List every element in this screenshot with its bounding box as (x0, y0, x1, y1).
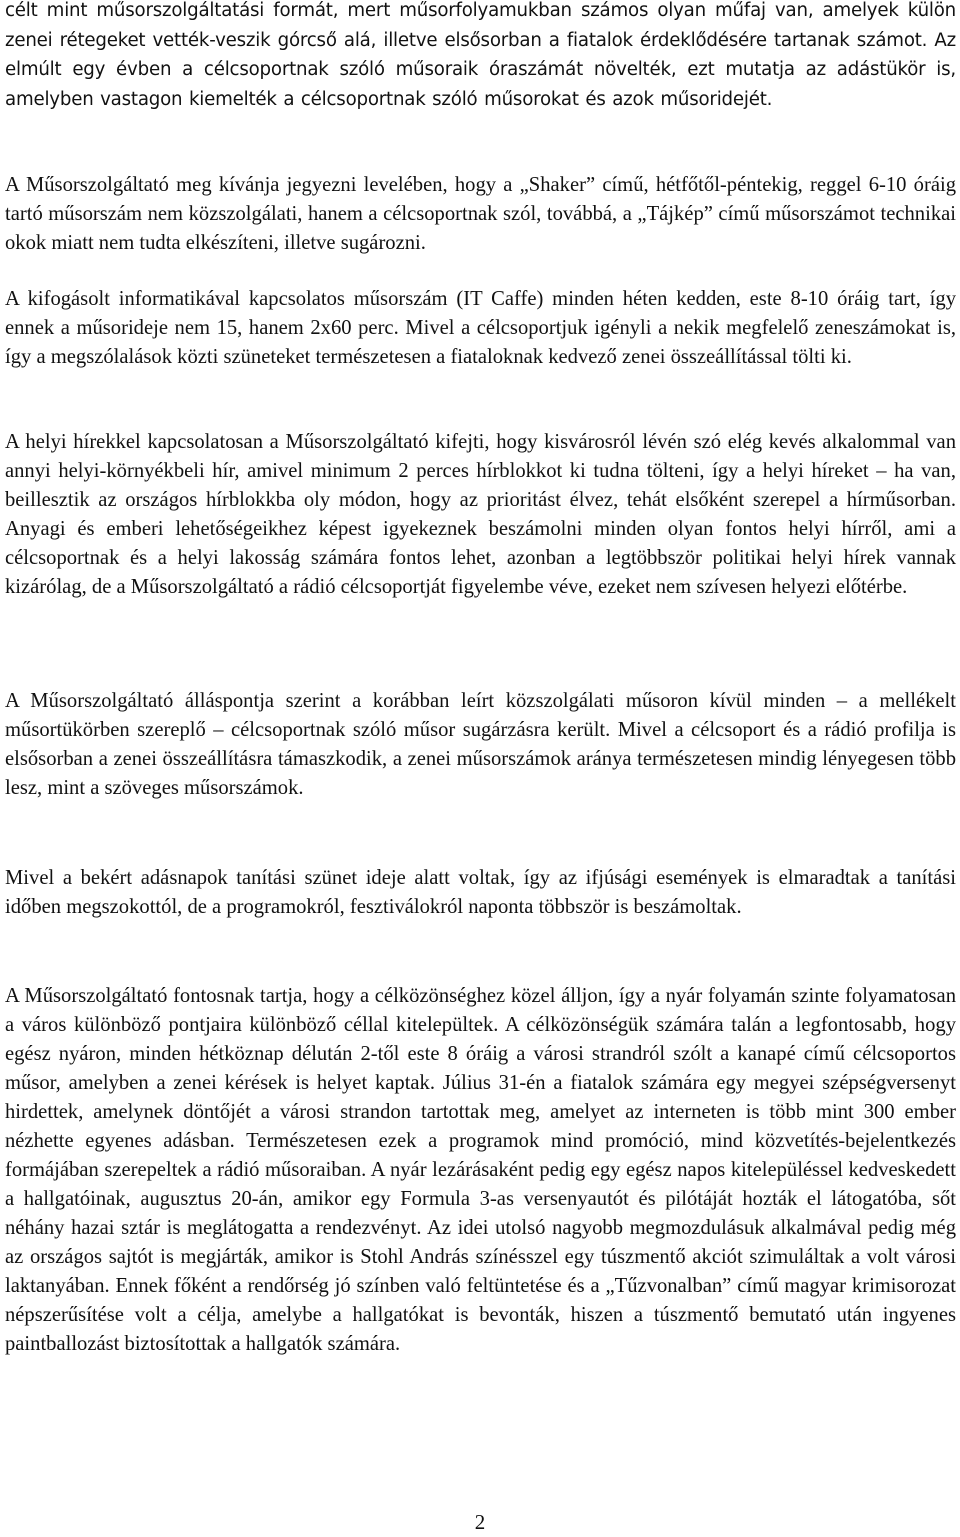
paragraph-4: A helyi hírekkel kapcsolatosan a Műsorszolgáltató kifejti, hogy kisvárosról lévén szó elég kevés alkalommal van annyi helyi-környékbeli hír, amivel minimum 2 perces hírblokkot ki tudna tölteni, így a helyi híreket – ha van, beillesztik az országos hírblokkba oly módon, hogy az prioritást élvez, tehát elsőként szerepel a hírműsorban. Anyagi és emberi lehetőségeikhez képest igyekeznek beszámolni minden olyan fontos helyi hírről, ami a célcsoportnak és a helyi lakosság számára fontos lehet, azonban a legtöbbször politikai helyi hírek vannak kizárólag, de a Műsorszolgáltató a rádió célcsoportját figyelembe véve, ezeket nem szívesen helyezi előtérbe. (5, 431, 956, 598)
page-number: 2 (474, 1510, 486, 1534)
paragraph-3: A kifogásolt informatikával kapcsolatos műsorszám (IT Caffe) minden héten kedden, este 8-10 óráig tart, így ennek a műsorideje nem 15, hanem 2x60 perc. Mivel a célcsoportjuk igényli a nekik megfelelő zeneszámokat is, így a megszólalások közti szüneteket természetesen a fiataloknak kedvező zenei összeállítással tölti ki. (5, 288, 956, 368)
paragraph-5: A Műsorszolgáltató álláspontja szerint a korábban leírt közszolgálati műsoron kívül minden – a mellékelt műsortükörben szereplő – célcsoportnak szóló műsor sugárzásra került. Mivel a célcsoport és a rádió profilja is elsősorban a zenei összeállításra támaszkodik, a zenei műsorszámok aránya természetesen mindig lényegesen több lesz, mint a szöveges műsorszámok. (5, 690, 956, 799)
paragraph-1: célt mint műsorszolgáltatási formát, mert műsorfolyamukban számos olyan műfaj van, amelyek külön zenei rétegeket vették-veszik górcső alá, illetve elsősorban a fiatalok érdeklődésére tartanak számot. Az elmúlt egy évben a célcsoportnak szóló műsoraik óraszámát növelték, ezt mutatja az adástükör is, amelyben vastagon kiemelték a célcsoportnak szóló műsorokat és azok műsoridejét. (5, 0, 956, 110)
paragraph-7: A Műsorszolgáltató fontosnak tartja, hogy a célközönséghez közel álljon, így a nyár folyamán szinte folyamatosan a város különböző pontjaira különböző céllal kitelepültek. A célközönségük számára talán a legfontosabb, hogy egész nyáron, minden hétköznap délután 2-től este 8 óráig a városi strandról szólt a kanapé című célcsoportos műsor, amelyben a zenei kérések is helyet kaptak. Július 31-én a fiatalok számára egy megyei szépségversenyt hirdettek, amelynek döntőjét a városi strandon tartottak meg, amelyet az interneten is több mint 300 ember nézhette egyenes adásban. Természetesen ezek a programok mind promóció, mind közvetítés-bejelentkezés formájában szerepeltek a rádió műsoraiban. A nyár lezárásaként pedig egy egész napos kitelepüléssel kedveskedett a hallgatóinak, augusztus 20-án, amikor egy Formula 3-as versenyautót és pilótáját hozták el látogatóba, sőt néhány hazai sztár is meglátogatta a rendezvényt. Az idei utolsó nagyobb megmozdulásuk alkalmával pedig még az országos sajtót is megjárták, amikor is Stohl András színésszel egy túszmentő akciót szimuláltak a volt városi laktanyában. Ennek főként a rendőrség jó színben való feltüntetése és a „Tűzvonalban” című magyar krimisorozat népszerűsítése volt a célja, amelybe a hallgatókat is bevonták, hiszen a túszmentő bemutató után ingyenes paintballozást biztosítottak a hallgatók számára. (5, 985, 956, 1355)
paragraph-6: Mivel a bekért adásnapok tanítási szünet ideje alatt voltak, így az ifjúsági események is elmaradtak a tanítási időben megszokottól, de a programokról, fesztiválokról naponta többször is beszámoltak. (5, 867, 956, 918)
paragraph-2: A Műsorszolgáltató meg kívánja jegyezni levelében, hogy a „Shaker” című, hétfőtől-péntekig, reggel 6-10 óráig tartó műsorszám nem közszolgálati, hanem a célcsoportnak szól, továbbá, a „Tájkép” című műsorszámot technikai okok miatt nem tudta elkészíteni, illetve sugározni. (5, 174, 956, 254)
